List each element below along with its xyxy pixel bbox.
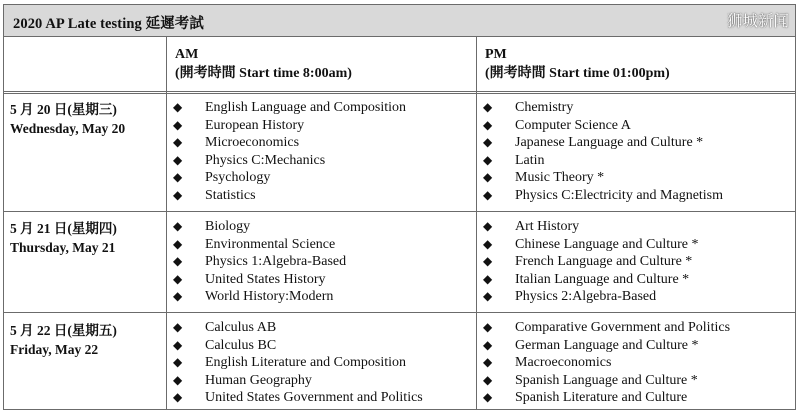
diamond-icon: ◆ — [173, 236, 183, 251]
row-divider — [4, 211, 795, 212]
row-divider — [4, 312, 795, 313]
diamond-icon: ◆ — [173, 219, 183, 233]
exam-subject: Physics C:Electricity and Magnetism — [515, 187, 724, 203]
schedule-table — [3, 4, 796, 410]
exam-subject: Music Theory * — [515, 170, 605, 186]
date-english: Thursday, May 21 — [10, 240, 116, 255]
diamond-icon: ◆ — [173, 355, 183, 370]
exam-item — [170, 372, 423, 390]
day-label — [10, 219, 117, 257]
diamond-icon: ◆ — [483, 170, 493, 185]
diamond-icon: ◆ — [173, 320, 183, 334]
pm-label: PM — [485, 47, 507, 62]
exam-subject: Statistics — [205, 187, 256, 203]
watermark: 狮城新闻 — [726, 12, 789, 30]
exam-item — [170, 187, 406, 205]
title-bar — [4, 5, 795, 37]
exam-item — [480, 389, 730, 407]
exam-subject: United States Government and Politics — [205, 390, 423, 406]
exam-subject: World History:Modern — [205, 289, 334, 305]
am-start-time: (開考時間 Start time 8:00am) — [175, 66, 352, 81]
diamond-icon: ◆ — [483, 254, 493, 269]
exam-subject: Chinese Language and Culture * — [515, 236, 699, 252]
table-title: 2020 AP Late testing 延遲考試 — [13, 16, 204, 32]
diamond-icon: ◆ — [483, 236, 493, 251]
diamond-icon: ◆ — [483, 187, 493, 202]
exam-item — [480, 372, 730, 390]
diamond-icon: ◆ — [483, 289, 493, 304]
exam-item — [170, 236, 346, 254]
exam-item — [480, 354, 730, 372]
pm-exam-list — [480, 218, 699, 306]
exam-item — [170, 337, 423, 355]
exam-item — [170, 218, 346, 236]
diamond-icon: ◆ — [483, 135, 493, 150]
exam-subject: Physics 2:Algebra-Based — [515, 289, 657, 305]
date-chinese: 5 月 21 日(星期四) — [10, 221, 117, 236]
pm-start-time: (開考時間 Start time 01:00pm) — [485, 66, 670, 81]
date-english: Wednesday, May 20 — [10, 121, 126, 136]
pm-exam-list — [480, 99, 723, 205]
exam-item — [480, 134, 723, 152]
exam-subject: Italian Language and Culture * — [515, 271, 690, 287]
exam-subject: English Literature and Composition — [205, 355, 407, 371]
exam-item — [480, 337, 730, 355]
date-chinese: 5 月 20 日(星期三) — [10, 102, 117, 117]
exam-subject: Comparative Government and Politics — [515, 320, 731, 335]
exam-subject: Physics 1:Algebra-Based — [205, 254, 347, 270]
diamond-icon: ◆ — [483, 390, 493, 405]
exam-item — [170, 271, 346, 289]
exam-item — [170, 354, 423, 372]
exam-item — [480, 218, 699, 236]
exam-subject: Spanish Language and Culture * — [515, 372, 698, 388]
exam-subject: Microeconomics — [205, 135, 300, 151]
diamond-icon: ◆ — [173, 289, 183, 304]
am-header — [175, 45, 352, 83]
am-exam-list — [170, 218, 346, 306]
exam-subject: Spanish Literature and Culture — [515, 390, 688, 406]
exam-subject: Environmental Science — [205, 236, 336, 252]
exam-subject: Physics C:Mechanics — [205, 152, 326, 168]
exam-subject: English Language and Composition — [205, 100, 407, 115]
exam-item — [480, 236, 699, 254]
diamond-icon: ◆ — [173, 372, 183, 387]
exam-item — [480, 253, 699, 271]
exam-subject: Art History — [515, 219, 580, 234]
exam-subject: German Language and Culture * — [515, 337, 699, 353]
am-label: AM — [175, 47, 199, 62]
exam-item — [170, 253, 346, 271]
diamond-icon: ◆ — [173, 187, 183, 202]
exam-item — [480, 169, 723, 187]
exam-item — [170, 117, 406, 135]
diamond-icon: ◆ — [173, 117, 183, 132]
exam-subject: Latin — [515, 152, 545, 168]
exam-item — [170, 152, 406, 170]
exam-item — [480, 117, 723, 135]
diamond-icon: ◆ — [173, 152, 183, 167]
exam-item — [170, 99, 406, 117]
diamond-icon: ◆ — [173, 170, 183, 185]
diamond-icon: ◆ — [173, 100, 183, 114]
diamond-icon: ◆ — [483, 117, 493, 132]
exam-item — [480, 99, 723, 117]
exam-item — [480, 271, 699, 289]
diamond-icon: ◆ — [173, 271, 183, 286]
day-label — [10, 321, 117, 359]
diamond-icon: ◆ — [483, 355, 493, 370]
exam-subject: Chemistry — [515, 100, 574, 115]
diamond-icon: ◆ — [173, 390, 183, 405]
exam-item — [480, 288, 699, 306]
schedule-grid — [4, 37, 795, 409]
exam-subject: Biology — [205, 219, 251, 234]
am-exam-list — [170, 99, 406, 205]
exam-item — [170, 288, 346, 306]
diamond-icon: ◆ — [483, 152, 493, 167]
exam-subject: United States History — [205, 271, 326, 287]
pm-header — [485, 45, 670, 83]
exam-subject: Calculus BC — [205, 337, 277, 353]
exam-item — [480, 152, 723, 170]
diamond-icon: ◆ — [483, 271, 493, 286]
exam-subject: Human Geography — [205, 372, 312, 388]
exam-subject: European History — [205, 117, 305, 133]
header-divider — [4, 91, 795, 94]
day-label — [10, 100, 125, 138]
diamond-icon: ◆ — [483, 219, 493, 233]
exam-subject: Japanese Language and Culture * — [515, 135, 704, 151]
pm-exam-list — [480, 319, 730, 407]
exam-subject: French Language and Culture * — [515, 254, 693, 270]
diamond-icon: ◆ — [173, 254, 183, 269]
diamond-icon: ◆ — [483, 320, 493, 334]
date-english: Friday, May 22 — [10, 342, 99, 357]
diamond-icon: ◆ — [173, 135, 183, 150]
am-exam-list — [170, 319, 423, 407]
diamond-icon: ◆ — [483, 372, 493, 387]
exam-item — [170, 319, 423, 337]
exam-item — [170, 389, 423, 407]
exam-item — [480, 319, 730, 337]
exam-subject: Psychology — [205, 170, 271, 186]
date-chinese: 5 月 22 日(星期五) — [10, 323, 117, 338]
diamond-icon: ◆ — [483, 100, 493, 114]
exam-subject: Calculus AB — [205, 320, 277, 335]
exam-subject: Macroeconomics — [515, 355, 612, 371]
exam-item — [170, 134, 406, 152]
exam-subject: Computer Science A — [515, 117, 631, 133]
exam-item — [170, 169, 406, 187]
exam-item — [480, 187, 723, 205]
diamond-icon: ◆ — [483, 337, 493, 352]
diamond-icon: ◆ — [173, 337, 183, 352]
